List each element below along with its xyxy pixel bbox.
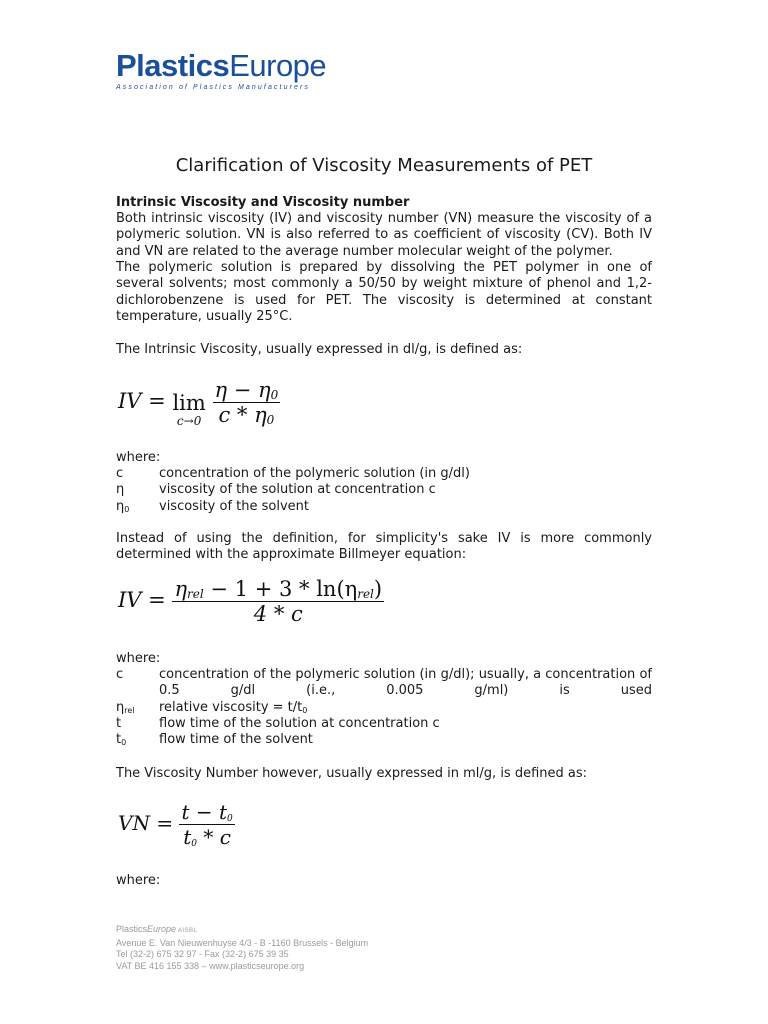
footer-phone: Tel (32-2) 675 32 97 - Fax (32-2) 675 39 35: [116, 949, 289, 959]
paragraph-solution: The polymeric solution is prepared by dissolving the PET polymer in one of several solvents; most commonly a 50/50 by weight mixture of phenol and 1,2-dichlorobenzene is used for PET. The viscosity is determined at constant temperature, usually 25°C.: [116, 260, 652, 324]
definition-row: [116, 466, 652, 482]
formula1-equals: =: [148, 389, 166, 413]
formula-viscosity-number: [118, 800, 235, 849]
formula2-lhs: IV: [118, 588, 142, 612]
definition-row: [116, 667, 652, 700]
definition-list-2: [116, 667, 652, 748]
where-label-1: where:: [116, 450, 161, 465]
definition-symbol: c: [116, 466, 124, 481]
footer-vat: VAT BE 416 155 338 – www.plasticseurope.org: [116, 960, 305, 971]
definition-symbol: η: [116, 482, 125, 498]
definition-row: [116, 716, 652, 732]
formula2-denominator: 4 * c: [253, 602, 303, 626]
formula1-denominator: c * $\eta_0$: [218, 403, 275, 427]
logo-tagline: Association of Plastics Manufacturers: [116, 84, 311, 91]
formula1-lim: lim: [172, 390, 206, 415]
formula3-fraction: [179, 800, 234, 849]
where-label-2: where:: [116, 651, 161, 666]
footer-address: Avenue E. Van Nieuwenhuyse 4/3 - B -1160 Brussels - Belgium: [116, 937, 369, 948]
section-heading: Intrinsic Viscosity and Viscosity number: [116, 195, 410, 210]
formula2-numerator: $\eta_{rel} - 1 + 3 * \ln(\eta_{rel})$: [174, 577, 383, 601]
logo-wordmark-light: Europe: [229, 48, 327, 83]
definition-text: flow time of the solution at concentration c: [159, 715, 440, 731]
definition-text: relative viscosity = $t/t_0$: [159, 699, 308, 715]
formula1-fraction: [213, 378, 281, 427]
formula1-numerator: $\eta - \eta_0$: [214, 378, 279, 402]
definition-row: [116, 499, 652, 515]
paragraph-billmeyer-intro: Instead of using the definition, for simplicity's sake IV is more commonly determined with the approximate Billmeyer equation:: [116, 531, 652, 563]
paragraph-iv-intro: The Intrinsic Viscosity, usually expressed in dl/g, is defined as:: [116, 342, 523, 357]
formula1-lhs: IV: [118, 389, 142, 413]
document-title: Clarification of Viscosity Measurements of PET: [175, 155, 593, 176]
logo-wordmark: [116, 48, 346, 84]
formula1-lim-sub: c→0: [176, 413, 202, 428]
definition-symbol: $\eta_0$: [116, 498, 130, 514]
formula3-denominator: $t_0$ * c: [183, 825, 231, 849]
definition-symbol: t: [116, 715, 122, 731]
definition-text: viscosity of the solvent: [159, 498, 309, 514]
definition-row: [116, 482, 652, 498]
formula2-fraction: [172, 577, 384, 626]
definition-symbol: $t_0$: [116, 732, 127, 748]
definition-list-1: [116, 466, 652, 515]
page-footer: [116, 924, 368, 972]
formula2-equals: =: [148, 588, 166, 612]
formula1-limit: [172, 391, 205, 427]
where-label-3: where:: [116, 873, 161, 888]
formula-intrinsic-viscosity: [118, 378, 280, 427]
definition-text: flow time of the solvent: [159, 732, 313, 748]
definition-symbol: c: [116, 667, 124, 682]
definition-row: [116, 732, 652, 748]
definition-text: concentration of the polymeric solution (in g/dl): [159, 466, 470, 481]
definition-text: viscosity of the solution at concentration c: [159, 482, 436, 498]
formula-billmeyer: [118, 577, 384, 626]
formula3-equals: =: [156, 811, 174, 835]
plasticseurope-logo: [116, 48, 346, 98]
definition-row: [116, 700, 652, 716]
logo-wordmark-bold: Plastics: [116, 48, 230, 83]
footer-org: PlasticsEurope AISBL: [116, 924, 198, 934]
paragraph-vn-intro: The Viscosity Number however, usually expressed in ml/g, is defined as:: [116, 766, 588, 781]
formula3-numerator: $t - t_0$: [181, 800, 233, 824]
paragraph-iv-vn: Both intrinsic viscosity (IV) and viscosity number (VN) measure the viscosity of a polymeric solution. VN is also referred to as coefficient of viscosity (CV). Both IV and VN are related to the average number molecular weight of the polymer.: [116, 211, 652, 259]
definition-text: concentration of the polymeric solution (in g/dl); usually, a concentration of 0.5 g/dl (i.e., 0.005 g/ml) is used: [159, 667, 652, 699]
definition-symbol: $\eta_{rel}$: [116, 699, 135, 715]
formula3-lhs: VN: [118, 811, 150, 835]
